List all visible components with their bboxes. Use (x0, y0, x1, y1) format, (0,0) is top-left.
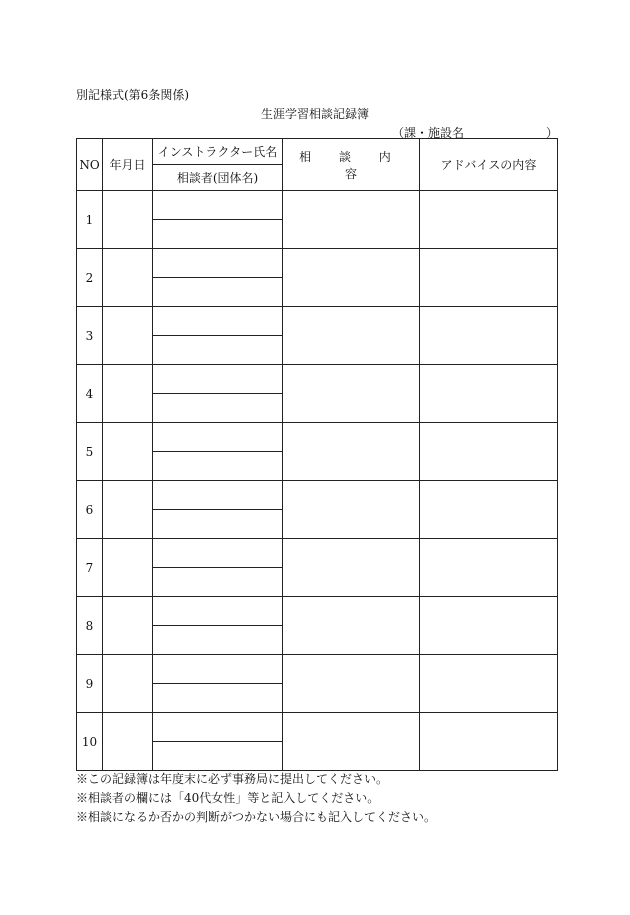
table-row (77, 655, 558, 684)
table-body (77, 191, 558, 771)
date-cell[interactable] (103, 365, 153, 423)
row-number: 5 (77, 423, 103, 481)
row-number: 10 (77, 713, 103, 771)
form-reference: 別記様式(第6条関係) (76, 88, 189, 102)
consultant-name-cell[interactable] (153, 626, 283, 655)
instructor-name-cell[interactable] (153, 423, 283, 452)
consultation-record-table (76, 138, 558, 771)
date-cell[interactable] (103, 713, 153, 771)
date-cell[interactable] (103, 423, 153, 481)
header-date: 年月日 (103, 139, 153, 191)
header-no: NO (77, 139, 103, 191)
instructor-name-cell[interactable] (153, 191, 283, 220)
header-advice: アドバイスの内容 (420, 139, 558, 191)
advice-content-cell[interactable] (420, 191, 558, 249)
advice-content-cell[interactable] (420, 597, 558, 655)
consultant-name-cell[interactable] (153, 568, 283, 597)
consultation-content-cell[interactable] (283, 655, 420, 713)
consultation-content-cell[interactable] (283, 423, 420, 481)
instructor-name-cell[interactable] (153, 655, 283, 684)
row-number: 6 (77, 481, 103, 539)
advice-content-cell[interactable] (420, 655, 558, 713)
row-number: 8 (77, 597, 103, 655)
table-row (77, 539, 558, 568)
consultant-name-cell[interactable] (153, 278, 283, 307)
header-content (283, 139, 420, 191)
instructor-name-cell[interactable] (153, 481, 283, 510)
instructor-name-cell[interactable] (153, 597, 283, 626)
instructor-name-cell[interactable] (153, 307, 283, 336)
consultant-name-cell[interactable] (153, 336, 283, 365)
row-number: 2 (77, 249, 103, 307)
consultant-name-cell[interactable] (153, 394, 283, 423)
instructor-name-cell[interactable] (153, 365, 283, 394)
header-instructor: インストラクター氏名 (153, 139, 283, 165)
consultation-content-cell[interactable] (283, 597, 420, 655)
instructor-name-cell[interactable] (153, 539, 283, 568)
date-cell[interactable] (103, 307, 153, 365)
consultation-content-cell[interactable] (283, 249, 420, 307)
instructor-name-cell[interactable] (153, 713, 283, 742)
date-cell[interactable] (103, 191, 153, 249)
table-row (77, 597, 558, 626)
consultant-name-cell[interactable] (153, 684, 283, 713)
advice-content-cell[interactable] (420, 539, 558, 597)
advice-content-cell[interactable] (420, 307, 558, 365)
row-number: 7 (77, 539, 103, 597)
advice-content-cell[interactable] (420, 365, 558, 423)
consultant-name-cell[interactable] (153, 220, 283, 249)
note-item: ※相談になるか否かの判断がつかない場合にも記入してください。 (76, 810, 437, 824)
consultation-content-cell[interactable] (283, 481, 420, 539)
consultant-name-cell[interactable] (153, 510, 283, 539)
row-number: 9 (77, 655, 103, 713)
consultation-content-cell[interactable] (283, 365, 420, 423)
table-row (77, 191, 558, 220)
header-content-label: 相 談 内 容 (299, 149, 403, 181)
advice-content-cell[interactable] (420, 249, 558, 307)
row-number: 3 (77, 307, 103, 365)
advice-content-cell[interactable] (420, 713, 558, 771)
facility-close-paren: ） (545, 126, 558, 140)
date-cell[interactable] (103, 249, 153, 307)
note-item: ※相談者の欄には「40代女性」等と記入してください。 (76, 791, 380, 805)
row-number: 4 (77, 365, 103, 423)
table-row (77, 307, 558, 336)
date-cell[interactable] (103, 597, 153, 655)
table-row (77, 249, 558, 278)
consultation-content-cell[interactable] (283, 713, 420, 771)
advice-content-cell[interactable] (420, 481, 558, 539)
consultation-content-cell[interactable] (283, 539, 420, 597)
date-cell[interactable] (103, 481, 153, 539)
note-item: ※この記録簿は年度末に必ず事務局に提出してください。 (76, 772, 389, 786)
table-row (77, 423, 558, 452)
date-cell[interactable] (103, 539, 153, 597)
consultant-name-cell[interactable] (153, 452, 283, 481)
table-row (77, 481, 558, 510)
document-title: 生涯学習相談記録簿 (260, 107, 369, 121)
facility-label: （課・施設名 (392, 126, 465, 140)
consultation-content-cell[interactable] (283, 307, 420, 365)
consultant-name-cell[interactable] (153, 742, 283, 771)
date-cell[interactable] (103, 655, 153, 713)
instructor-name-cell[interactable] (153, 249, 283, 278)
row-number: 1 (77, 191, 103, 249)
table-row (77, 713, 558, 742)
consultation-content-cell[interactable] (283, 191, 420, 249)
notes (76, 770, 436, 827)
header-consultant: 相談者(団体名) (153, 165, 283, 191)
table-row (77, 365, 558, 394)
advice-content-cell[interactable] (420, 423, 558, 481)
